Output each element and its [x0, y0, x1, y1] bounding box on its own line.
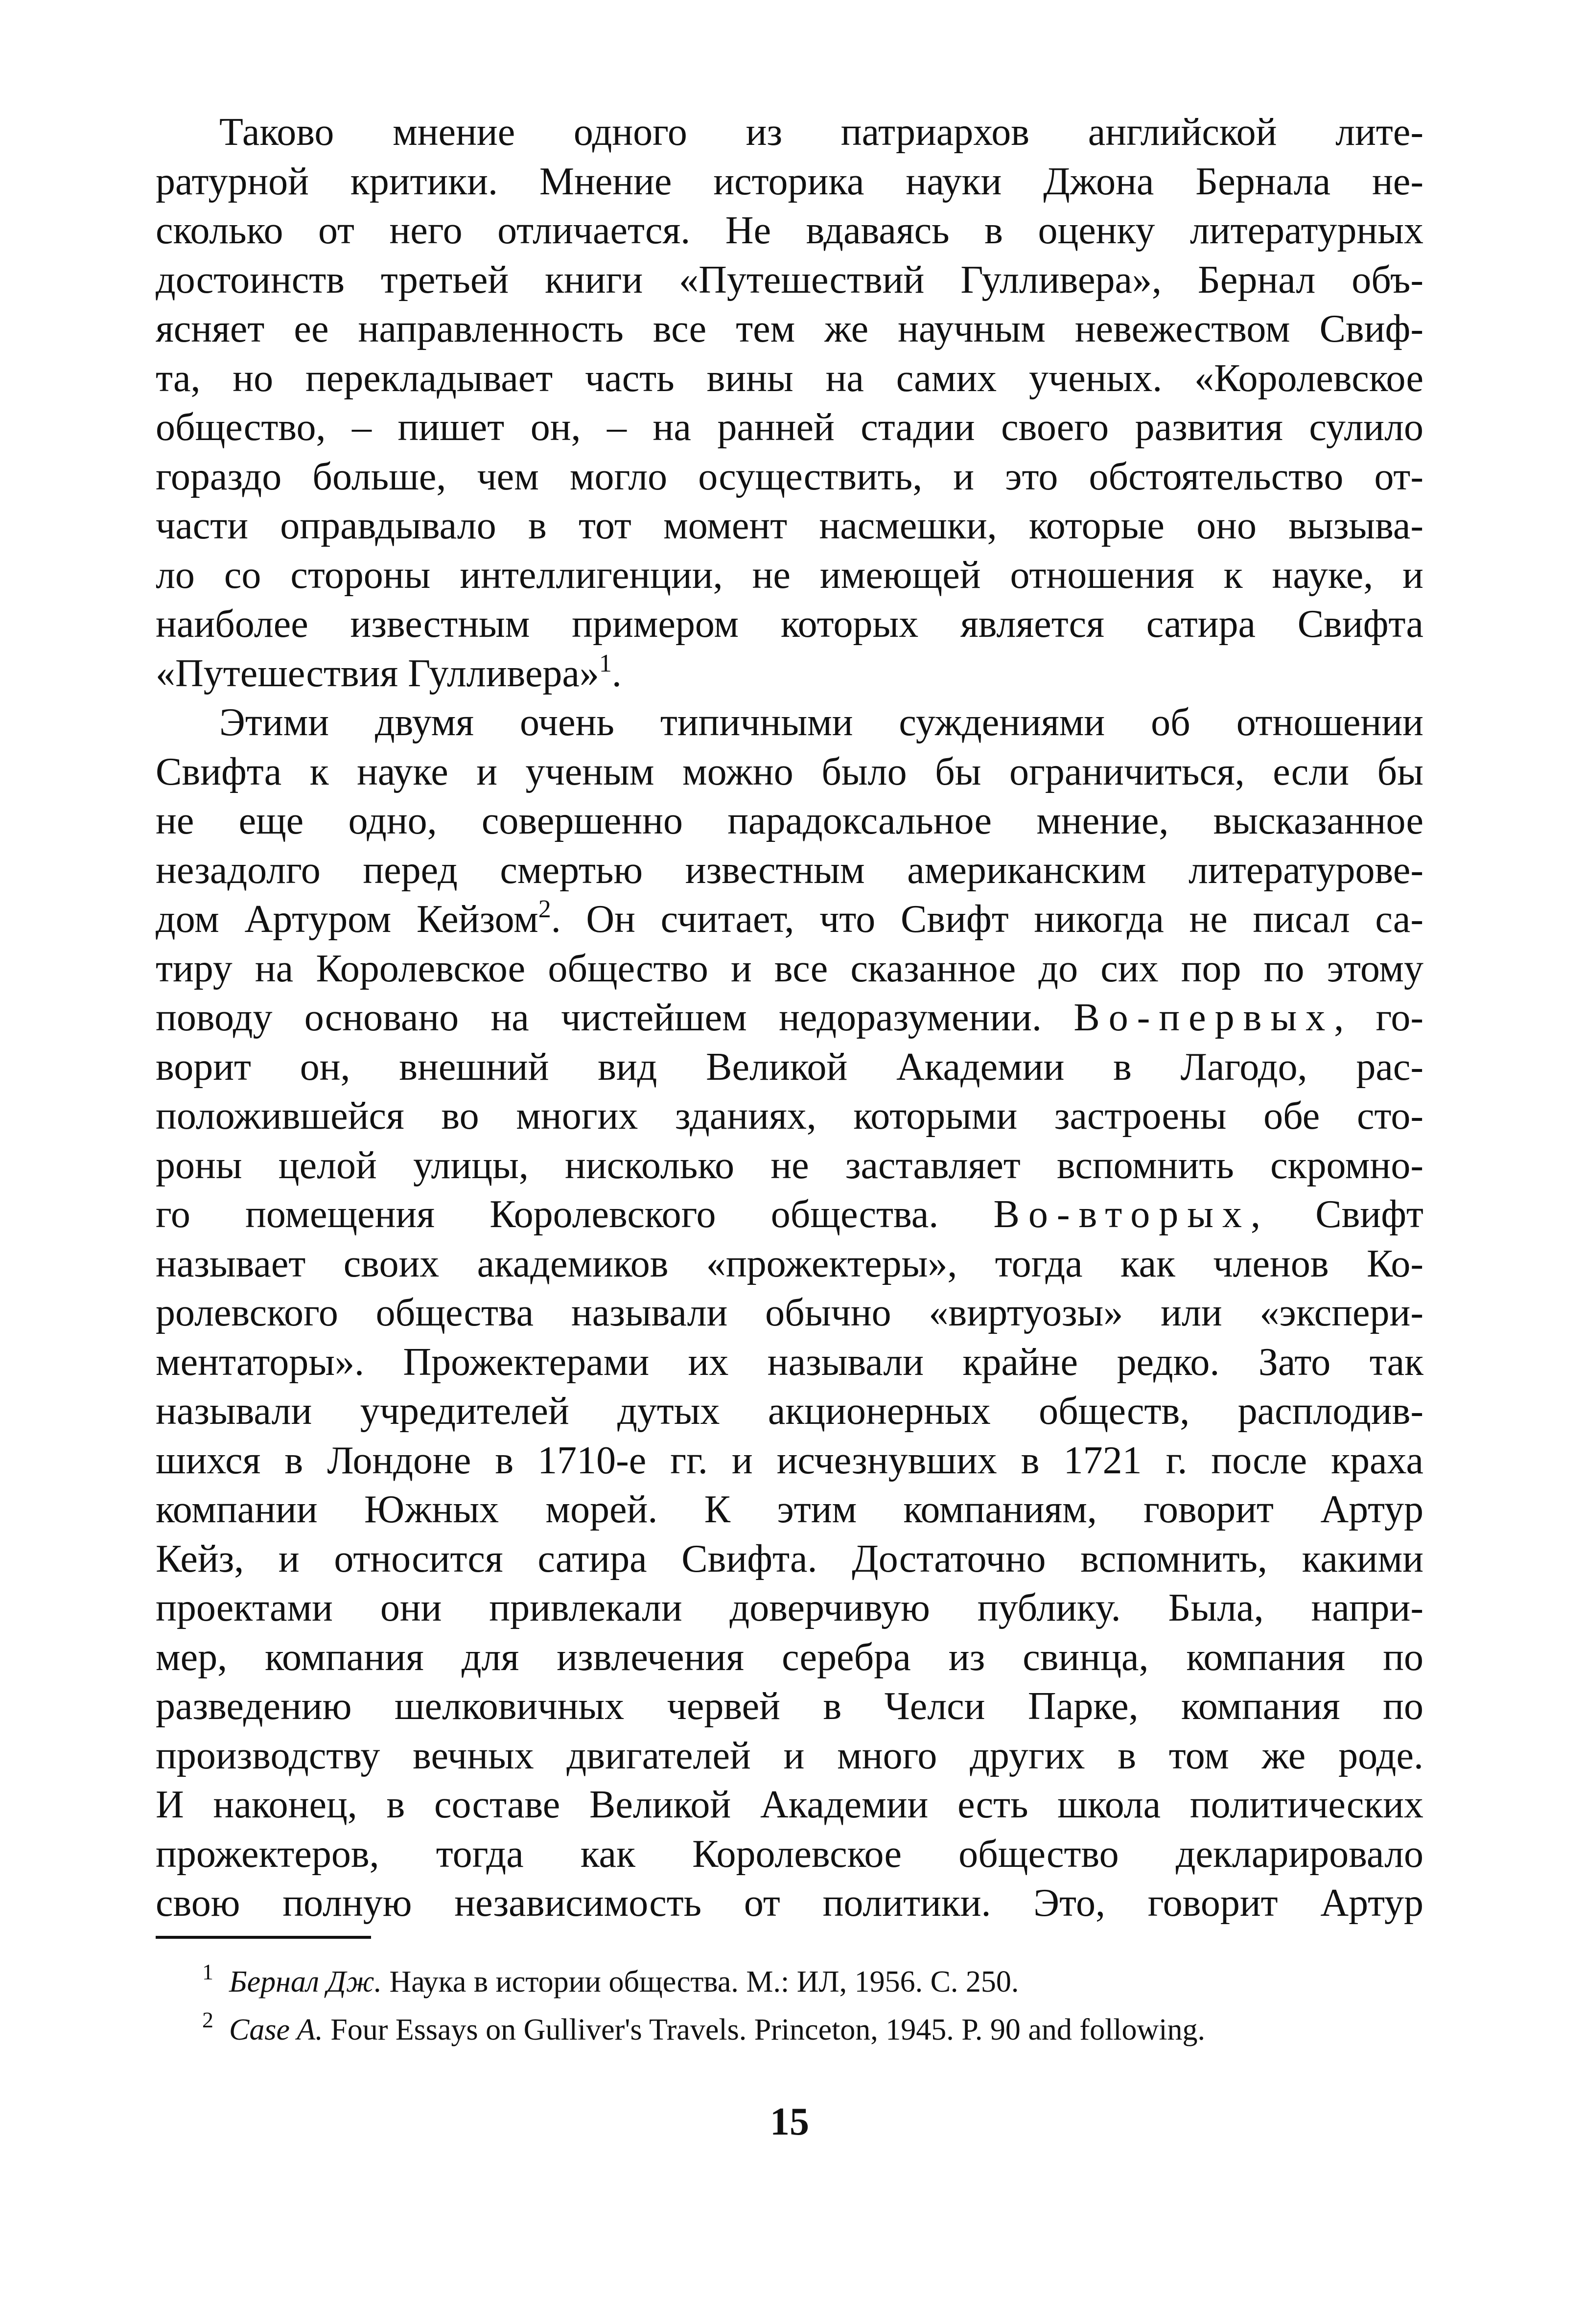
text-fragment: го помещения Королевского общества.	[156, 1193, 994, 1236]
text-line: разведению шелковичных червей в Челси Парке, компания по	[156, 1685, 1423, 1728]
text-line: общество, – пишет он, – на ранней стадии своего развития сулило	[156, 406, 1423, 449]
text-line: Кейз, и относится сатира Свифта. Достаточно вспомнить, какими	[156, 1537, 1423, 1580]
text-line	[156, 895, 1423, 944]
text-line: части оправдывало в тот момент насмешки, которые оно вызыва-	[156, 504, 1423, 547]
footnote-separator	[156, 1936, 371, 1939]
text-fragment: «Путешествия Гулливера»	[156, 651, 599, 695]
text-line: Этими двумя очень типичными суждениями об отношении	[219, 701, 1423, 744]
page-number: 15	[770, 2100, 809, 2143]
footnote-1	[156, 1958, 1423, 2006]
book-page	[156, 108, 1423, 2261]
text-line	[156, 649, 1423, 698]
text-line: сколько от него отличается. Не вдаваясь в оценку литературных	[156, 209, 1423, 252]
emphasis-spaced: Во-первых	[1073, 996, 1334, 1039]
text-line: ло со стороны интеллигенции, не имеющей отношения к науке, и	[156, 553, 1423, 597]
emphasis-spaced: Во-вторых	[993, 1193, 1251, 1236]
paragraph-1	[156, 108, 1423, 698]
footnote-1-mark: 1	[202, 1959, 213, 1984]
footnote-1-author: Бернал Дж.	[229, 1965, 382, 1999]
text-fragment: . Он считает, что Свифт никогда не писал са-	[551, 898, 1423, 941]
text-line: И наконец, в составе Великой Академии есть школа политических	[156, 1783, 1423, 1826]
text-fragment: дом Артуром Кейзом	[156, 898, 538, 941]
text-line: та, но перекладывает часть вины на самих ученых. «Королевское	[156, 356, 1423, 400]
text-fragment: поводу основано на чистейшем недоразумении.	[156, 996, 1074, 1039]
text-line: ментаторы». Прожектерами их называли крайне редко. Зато так	[156, 1340, 1423, 1384]
text-line: прожектеров, тогда как Королевское общество декларировало	[156, 1832, 1423, 1876]
footnotes	[156, 1958, 1423, 2054]
text-line: положившейся во многих зданиях, которыми застроены обе сто-	[156, 1094, 1423, 1138]
text-line: ворит он, внешний вид Великой Академии в Лагодо, рас-	[156, 1045, 1423, 1089]
text-line: не еще одно, совершенно парадоксальное мнение, высказанное	[156, 799, 1423, 842]
text-line: тиру на Королевское общество и все сказанное до сих пор по этому	[156, 947, 1423, 990]
text-line: ратурной критики. Мнение историка науки Джона Бернала не-	[156, 160, 1423, 203]
text-line: гораздо больше, чем могло осуществить, и это обстоятельство от-	[156, 455, 1423, 498]
paragraph-2	[156, 698, 1423, 1928]
text-line: ясняет ее направленность все тем же научным невежеством Свиф-	[156, 307, 1423, 350]
text-line: проектами они привлекали доверчивую публику. Была, напри-	[156, 1586, 1423, 1629]
text-line: Таково мнение одного из патриархов английской лите-	[219, 111, 1423, 154]
footnote-2	[156, 2006, 1423, 2054]
text-fragment: , го-	[1334, 996, 1423, 1039]
text-line: называли учредителей дутых акционерных обществ, расплодив-	[156, 1390, 1423, 1433]
text-line: свою полную независимость от политики. Это, говорит Артур	[156, 1882, 1423, 1925]
footnote-ref-2: 2	[538, 895, 551, 923]
text-line: мер, компания для извлечения серебра из свинца, компания по	[156, 1635, 1423, 1679]
text-fragment: .	[611, 651, 622, 695]
text-line: производству вечных двигателей и много других в том же роде.	[156, 1734, 1423, 1777]
footnote-2-author: Case A.	[229, 2013, 323, 2046]
text-line: роны целой улицы, нисколько не заставляет вспомнить скромно-	[156, 1143, 1423, 1187]
text-line: незадолго перед смертью известным американским литературове-	[156, 848, 1423, 892]
footnote-2-text: Four Essays on Gulliver's Travels. Princeton, 1945. P. 90 and following.	[323, 2013, 1206, 2046]
text-line: компании Южных морей. К этим компаниям, говорит Артур	[156, 1488, 1423, 1531]
text-line: шихся в Лондоне в 1710-е гг. и исчезнувших в 1721 г. после краха	[156, 1439, 1423, 1482]
footnote-1-text: Наука в истории общества. М.: ИЛ, 1956. С. 250.	[382, 1965, 1019, 1999]
text-line: ролевского общества называли обычно «виртуозы» или «экспери-	[156, 1291, 1423, 1334]
footnote-2-mark: 2	[202, 2007, 213, 2032]
text-line	[156, 993, 1423, 1043]
text-line: достоинств третьей книги «Путешествий Гулливера», Бернал объ-	[156, 258, 1423, 302]
text-fragment: , Свифт	[1250, 1193, 1423, 1236]
text-line: наиболее известным примером которых является сатира Свифта	[156, 603, 1423, 646]
footnote-ref-1: 1	[599, 649, 612, 677]
text-line: называет своих академиков «прожектеры», тогда как членов Ко-	[156, 1242, 1423, 1285]
text-line	[156, 1190, 1423, 1239]
text-line: Свифта к науке и ученым можно было бы ограничиться, если бы	[156, 750, 1423, 793]
